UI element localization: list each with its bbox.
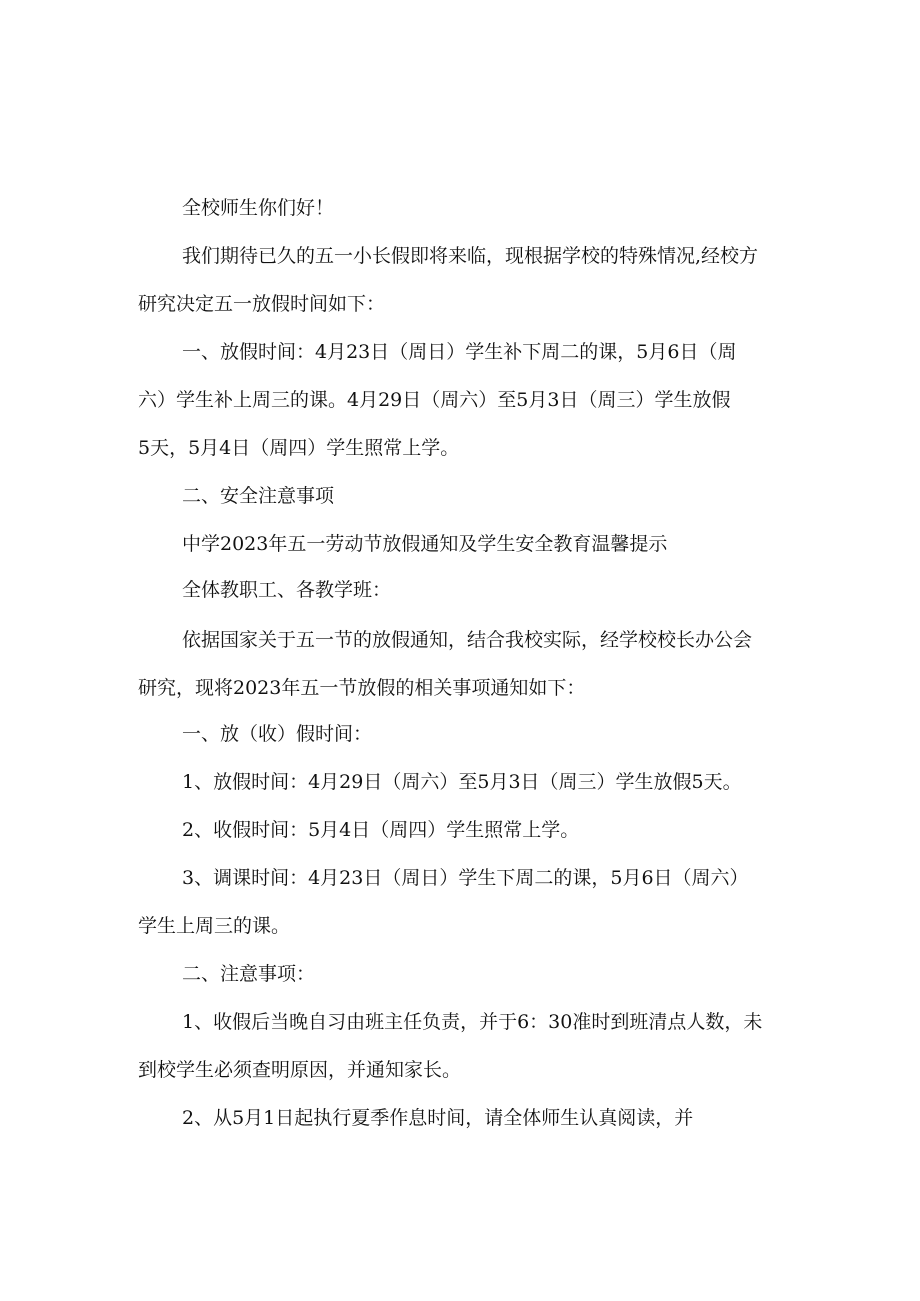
holiday-paragraph bbox=[138, 328, 814, 472]
basis-line-1: 依据国家关于五一节的放假通知，结合我校实际，经学校校长办公会 bbox=[182, 629, 753, 651]
item-2 bbox=[138, 806, 814, 854]
item-1-text: 1、放假时间：4月29日（周六）至5月3日（周三）学生放假5天。 bbox=[182, 771, 742, 793]
safety-heading bbox=[138, 472, 814, 520]
holiday-line-2: 六）学生补上周三的课。4月29日（周六）至5月3日（周三）学生放假 bbox=[138, 389, 731, 411]
intro-paragraph bbox=[138, 232, 814, 328]
greeting-paragraph bbox=[138, 184, 814, 232]
basis-line-2: 研究，现将2023年五一节放假的相关事项通知如下： bbox=[138, 677, 586, 699]
notice-title bbox=[138, 520, 814, 568]
item-2-text: 2、收假时间：5月4日（周四）学生照常上学。 bbox=[182, 819, 580, 841]
note-1-line-1: 1、收假后当晚自习由班主任负责，并于6：30准时到班清点人数，未 bbox=[182, 1011, 763, 1033]
item-3-line-2: 学生上周三的课。 bbox=[138, 915, 291, 937]
note-2 bbox=[138, 1094, 814, 1142]
section1-heading bbox=[138, 710, 814, 758]
holiday-line-3: 5天，5月4日（周四）学生照常上学。 bbox=[138, 437, 460, 459]
intro-line-1: 我们期待已久的五一小长假即将来临，现根据学校的特殊情况,经校方 bbox=[182, 245, 759, 267]
basis-paragraph bbox=[138, 616, 814, 712]
item-3-line-1: 3、调课时间：4月23日（周日）学生下周二的课，5月6日（周六） bbox=[182, 867, 749, 889]
addressee-text: 全体教职工、各教学班： bbox=[182, 579, 392, 601]
greeting-text: 全校师生你们好！ bbox=[182, 197, 335, 219]
item-1 bbox=[138, 758, 814, 806]
holiday-line-1: 一、放假时间：4月23日（周日）学生补下周二的课，5月6日（周 bbox=[182, 341, 737, 363]
item-3 bbox=[138, 854, 814, 950]
notice-title-text: 中学2023年五一劳动节放假通知及学生安全教育温馨提示 bbox=[182, 533, 668, 555]
note-1-line-2: 到校学生必须查明原因，并通知家长。 bbox=[138, 1059, 462, 1081]
safety-heading-text: 二、安全注意事项 bbox=[182, 485, 335, 507]
section2-heading-text: 二、注意事项： bbox=[182, 963, 316, 985]
note-2-line-1: 2、从5月1日起执行夏季作息时间，请全体师生认真阅读，并 bbox=[182, 1107, 694, 1129]
note-1 bbox=[138, 998, 814, 1094]
section2-heading bbox=[138, 950, 814, 998]
intro-line-2: 研究决定五一放假时间如下： bbox=[138, 293, 386, 315]
section1-heading-text: 一、放（收）假时间： bbox=[182, 723, 373, 745]
addressee bbox=[138, 566, 814, 614]
